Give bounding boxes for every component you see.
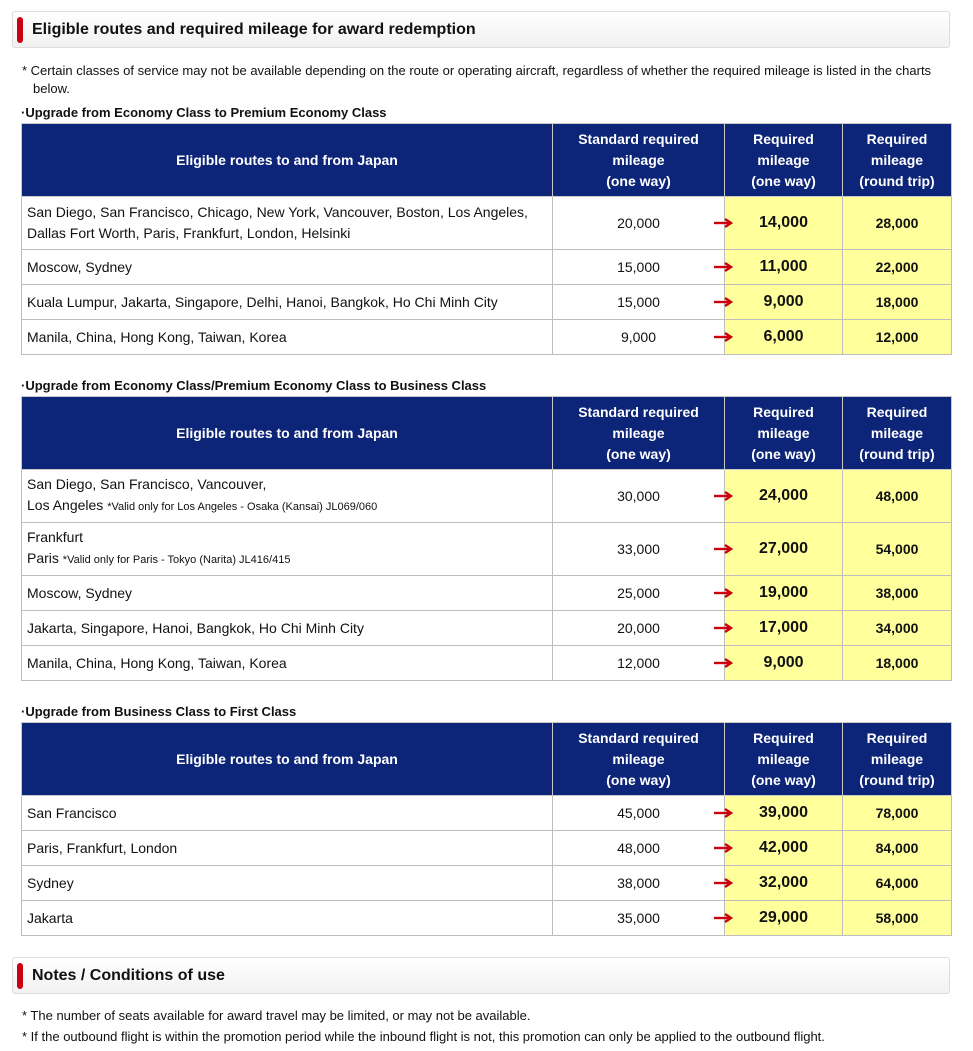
table-row: [22, 901, 952, 936]
col-header-oneway-line: (one way): [751, 172, 816, 189]
route-cell: [22, 796, 553, 831]
route-cell: [22, 611, 553, 646]
route-text: Frankfurt: [27, 529, 84, 545]
header-accent-bar: [17, 963, 23, 989]
standard-mileage: 38,000: [617, 875, 660, 891]
table-row: [22, 611, 952, 646]
standard-mileage-cell: [553, 250, 725, 285]
route-cell: [22, 866, 553, 901]
route-text: Sydney: [27, 874, 74, 891]
table-row: [22, 646, 952, 681]
col-header-roundtrip-line: Required: [866, 729, 928, 746]
route-cell: [22, 197, 553, 250]
standard-mileage: 35,000: [617, 910, 660, 926]
arrow-right-icon: [714, 544, 736, 554]
route-text-line2: Dallas Fort Worth, Paris, Frankfurt, London, Helsinki: [27, 225, 351, 241]
arrow-right-icon: [714, 913, 736, 923]
table-header-row: [22, 397, 952, 470]
col-header-roundtrip-line: (round trip): [859, 445, 935, 462]
standard-mileage: 45,000: [617, 805, 660, 821]
col-header-standard-line: Standard required: [578, 130, 699, 147]
col-header-oneway: [725, 124, 843, 197]
required-roundtrip-cell: 48,000: [843, 470, 952, 523]
col-header-roundtrip: [843, 723, 952, 796]
notes-header: [12, 957, 950, 994]
route-text: Paris, Frankfurt, London: [27, 839, 178, 856]
route-text: San Diego, San Francisco, Chicago, New York, Vancouver, Boston, Los Angeles,: [27, 204, 528, 220]
note-outbound: * If the outbound flight is within the promotion period while the inbound flight is not, this promotion can only be applied to the outbound flight.: [22, 1029, 825, 1044]
arrow-right-icon: [714, 588, 736, 598]
required-oneway-cell: 6,000: [725, 320, 843, 355]
required-roundtrip-cell: 18,000: [843, 285, 952, 320]
route-text: Manila, China, Hong Kong, Taiwan, Korea: [27, 654, 287, 671]
standard-mileage: 25,000: [617, 585, 660, 601]
route-text: Manila, China, Hong Kong, Taiwan, Korea: [27, 328, 287, 345]
col-header-roundtrip-line: mileage: [870, 750, 924, 767]
col-header-standard: [553, 723, 725, 796]
standard-mileage-cell: [553, 576, 725, 611]
required-oneway-cell: 24,000: [725, 470, 843, 523]
arrow-right-icon: [714, 878, 736, 888]
required-oneway-cell: 42,000: [725, 831, 843, 866]
col-header-route: Eligible routes to and from Japan: [22, 397, 553, 470]
standard-mileage-cell: [553, 866, 725, 901]
required-oneway-cell: 17,000: [725, 611, 843, 646]
route-cell: [22, 646, 553, 681]
required-roundtrip-cell: 38,000: [843, 576, 952, 611]
table-title-economy-premium: ·Upgrade from Economy Class to Premium Economy Class: [21, 105, 387, 120]
required-oneway-cell: 29,000: [725, 901, 843, 936]
required-oneway-cell: 14,000: [725, 197, 843, 250]
route-validity-note: *Valid only for Paris - Tokyo (Narita) JL416/415: [62, 554, 291, 566]
col-header-oneway-line: mileage: [757, 424, 810, 441]
table-row: [22, 831, 952, 866]
col-header-oneway: [725, 723, 843, 796]
col-header-oneway-line: mileage: [757, 750, 810, 767]
standard-mileage-cell: [553, 285, 725, 320]
col-header-route: Eligible routes to and from Japan: [22, 723, 553, 796]
col-header-standard-line: mileage: [612, 750, 665, 767]
standard-mileage-cell: [553, 611, 725, 646]
route-validity-note: *Valid only for Los Angeles - Osaka (Kansai) JL069/060: [107, 501, 378, 513]
table-row: [22, 197, 952, 250]
table-row: [22, 470, 952, 523]
standard-mileage: 20,000: [617, 620, 660, 636]
route-text: Kuala Lumpur, Jakarta, Singapore, Delhi, Hanoi, Bangkok, Ho Chi Minh City: [27, 293, 498, 310]
table-title-business-first: ·Upgrade from Business Class to First Class: [21, 704, 297, 719]
required-roundtrip-cell: 28,000: [843, 197, 952, 250]
route-cell: [22, 523, 553, 576]
col-header-standard-line: Standard required: [578, 729, 699, 746]
standard-mileage-cell: [553, 320, 725, 355]
standard-mileage: 30,000: [617, 488, 660, 504]
col-header-oneway-line: (one way): [751, 771, 816, 788]
standard-mileage-cell: [553, 523, 725, 576]
required-oneway-cell: 39,000: [725, 796, 843, 831]
section-header: [12, 11, 950, 48]
col-header-standard-line: mileage: [612, 424, 665, 441]
standard-mileage: 48,000: [617, 840, 660, 856]
col-header-standard-line: (one way): [606, 172, 671, 189]
standard-mileage-cell: [553, 470, 725, 523]
required-oneway-cell: 27,000: [725, 523, 843, 576]
col-header-standard: [553, 124, 725, 197]
route-cell: [22, 901, 553, 936]
standard-mileage: 15,000: [617, 259, 660, 275]
notes-title: Notes / Conditions of use: [32, 967, 225, 984]
required-oneway-cell: 11,000: [725, 250, 843, 285]
standard-mileage-cell: [553, 646, 725, 681]
required-roundtrip-cell: 78,000: [843, 796, 952, 831]
standard-mileage-cell: [553, 197, 725, 250]
col-header-standard-line: (one way): [606, 445, 671, 462]
col-header-standard-line: (one way): [606, 771, 671, 788]
col-header-oneway: [725, 397, 843, 470]
table-row: [22, 523, 952, 576]
required-roundtrip-cell: 22,000: [843, 250, 952, 285]
standard-mileage: 15,000: [617, 294, 660, 310]
intro-note: * Certain classes of service may not be available depending on the route or operating aircraft, regardless of whether the required mileage is listed in the charts below.: [22, 63, 932, 96]
route-text: Jakarta, Singapore, Hanoi, Bangkok, Ho Chi Minh City: [27, 619, 364, 636]
arrow-right-icon: [714, 218, 736, 228]
table-row: [22, 320, 952, 355]
required-oneway-cell: 19,000: [725, 576, 843, 611]
table-economy-to-business: [21, 396, 952, 681]
required-oneway-cell: 32,000: [725, 866, 843, 901]
required-roundtrip-cell: 54,000: [843, 523, 952, 576]
required-roundtrip-cell: 84,000: [843, 831, 952, 866]
col-header-roundtrip-line: Required: [866, 403, 928, 420]
required-roundtrip-cell: 34,000: [843, 611, 952, 646]
standard-mileage-cell: [553, 796, 725, 831]
note-seats: * The number of seats available for award travel may be limited, or may not be available.: [22, 1008, 531, 1023]
col-header-oneway-line: Required: [753, 729, 814, 746]
route-cell: [22, 576, 553, 611]
standard-mileage: 33,000: [617, 541, 660, 557]
arrow-right-icon: [714, 658, 736, 668]
route-text-line2: Paris: [27, 550, 59, 566]
col-header-route: Eligible routes to and from Japan: [22, 124, 553, 197]
table-row: [22, 285, 952, 320]
table-header-row: [22, 124, 952, 197]
arrow-right-icon: [714, 843, 736, 853]
col-header-standard-line: Standard required: [578, 403, 699, 420]
table-header-row: [22, 723, 952, 796]
col-header-roundtrip-line: mileage: [870, 424, 924, 441]
col-header-standard: [553, 397, 725, 470]
standard-mileage: 20,000: [617, 215, 660, 231]
required-roundtrip-cell: 64,000: [843, 866, 952, 901]
required-roundtrip-cell: 18,000: [843, 646, 952, 681]
col-header-oneway-line: Required: [753, 403, 814, 420]
standard-mileage: 12,000: [617, 655, 660, 671]
arrow-right-icon: [714, 332, 736, 342]
standard-mileage-cell: [553, 831, 725, 866]
route-text: San Francisco: [27, 804, 117, 821]
route-cell: [22, 470, 553, 523]
col-header-oneway-line: (one way): [751, 445, 816, 462]
table-economy-to-premium: [21, 123, 952, 355]
col-header-roundtrip-line: Required: [866, 130, 928, 147]
col-header-standard-line: mileage: [612, 151, 665, 168]
col-header-oneway-line: Required: [753, 130, 814, 147]
table-business-to-first: [21, 722, 952, 936]
col-header-roundtrip-line: (round trip): [859, 172, 935, 189]
table-row: [22, 866, 952, 901]
section-title: Eligible routes and required mileage for award redemption: [32, 21, 476, 38]
route-cell: [22, 831, 553, 866]
required-roundtrip-cell: 58,000: [843, 901, 952, 936]
standard-mileage-cell: [553, 901, 725, 936]
route-text: Moscow, Sydney: [27, 584, 133, 601]
table-row: [22, 796, 952, 831]
arrow-right-icon: [714, 491, 736, 501]
arrow-right-icon: [714, 297, 736, 307]
table-row: [22, 576, 952, 611]
col-header-roundtrip: [843, 124, 952, 197]
arrow-right-icon: [714, 808, 736, 818]
header-accent-bar: [17, 17, 23, 43]
route-text: Moscow, Sydney: [27, 258, 133, 275]
required-oneway-cell: 9,000: [725, 285, 843, 320]
route-text-line2: Los Angeles: [27, 497, 104, 513]
route-text: Jakarta: [27, 909, 73, 926]
required-oneway-cell: 9,000: [725, 646, 843, 681]
required-roundtrip-cell: 12,000: [843, 320, 952, 355]
standard-mileage: 9,000: [620, 329, 657, 345]
col-header-roundtrip-line: (round trip): [859, 771, 935, 788]
arrow-right-icon: [714, 262, 736, 272]
col-header-roundtrip-line: mileage: [870, 151, 924, 168]
col-header-roundtrip: [843, 397, 952, 470]
route-cell: [22, 250, 553, 285]
table-row: [22, 250, 952, 285]
table-title-economy-business: ·Upgrade from Economy Class/Premium Economy Class to Business Class: [21, 378, 487, 393]
route-cell: [22, 285, 553, 320]
route-text: San Diego, San Francisco, Vancouver,: [27, 476, 267, 492]
arrow-right-icon: [714, 623, 736, 633]
route-cell: [22, 320, 553, 355]
col-header-oneway-line: mileage: [757, 151, 810, 168]
